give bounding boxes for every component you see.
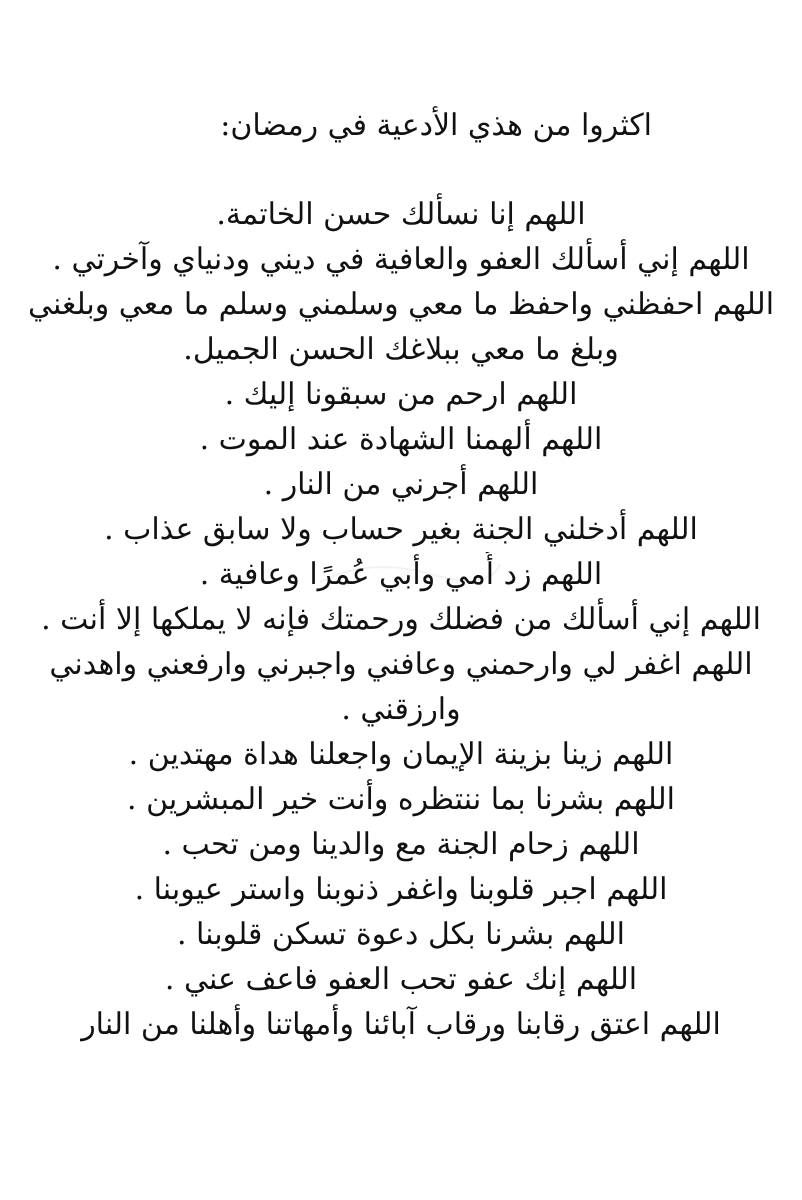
dua-line: اللهم ارحم من سبقونا إليك .	[224, 377, 578, 412]
dua-line: اللهم أدخلني الجنة بغير حساب ولا سابق عذاب .	[104, 512, 698, 547]
dua-line: اللهم زحام الجنة مع والدينا ومن تحب .	[162, 827, 640, 862]
dua-line: اللهم أجرني من النار .	[263, 467, 539, 502]
dua-line: اللهم إني أسألك العفو والعافية في ديني ودنياي وآخرتي .	[52, 242, 750, 277]
dua-list	[0, 192, 802, 1047]
dua-line: اللهم اغفر لي وارحمني وعافني واجبرني وارفعني واهدني	[49, 647, 753, 682]
dua-line: اللهم زد أُمي وأبي عُمرًا وعافية .	[199, 557, 603, 592]
dua-line: وارزقني .	[341, 692, 461, 727]
dua-line: وبلغ ما معي ببلاغك الحسن الجميل.	[183, 332, 619, 367]
dua-line: اللهم احفظني واحفظ ما معي وسلمني وسلم ما معي وبلغني	[27, 287, 775, 322]
dua-line: اللهم إنك عفو تحب العفو فاعف عني .	[164, 962, 638, 997]
dua-line: اللهم إنا نسألك حسن الخاتمة.	[216, 197, 586, 232]
dua-line: اللهم اعتق رقابنا ورقاب آبائنا وأمهاتنا وأهلنا من النار	[81, 1007, 721, 1042]
dua-line: اللهم بشرنا بكل دعوة تسكن قلوبنا .	[176, 917, 626, 952]
dua-line: اللهم ألهمنا الشهادة عند الموت .	[199, 422, 603, 457]
dua-line: اللهم زينا بزينة الإيمان واجعلنا هداة مهتدين .	[128, 737, 674, 772]
dua-line: اللهم اجبر قلوبنا واغفر ذنوبنا واستر عيوبنا .	[134, 872, 668, 907]
page-title: اكثروا من هذي الأدعية في رمضان:	[220, 108, 652, 143]
dua-line: اللهم بشرنا بما ننتظره وأنت خير المبشرين .	[127, 782, 675, 817]
dua-line: اللهم إني أسألك من فضلك ورحمتك فإنه لا يملكها إلا أنت .	[41, 602, 761, 637]
